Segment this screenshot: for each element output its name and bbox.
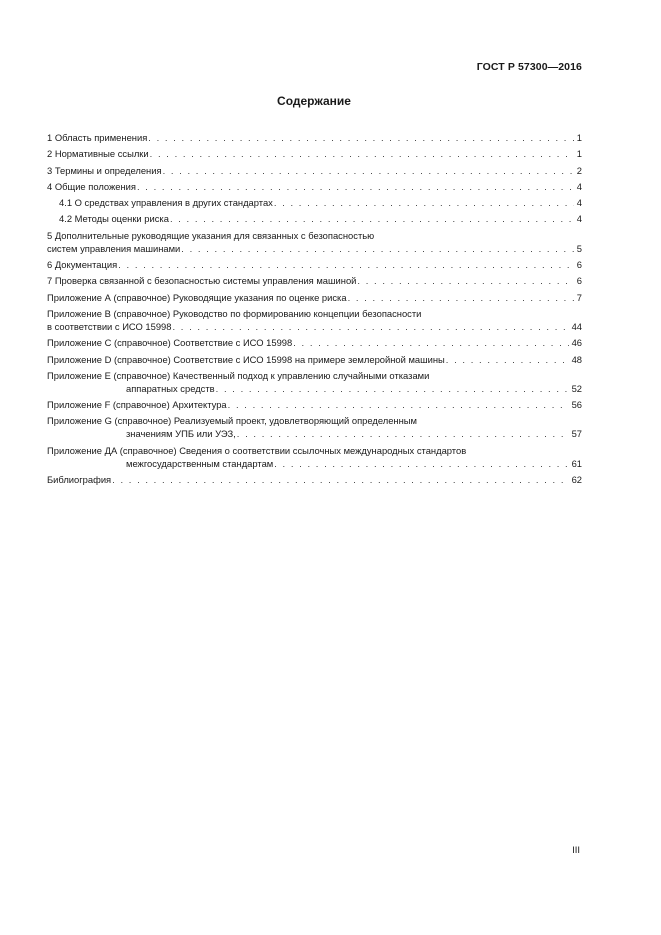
- toc-line: [47, 369, 582, 382]
- toc-entry-title: 4.2 Методы оценки риска: [59, 213, 169, 225]
- toc-line: [47, 473, 582, 486]
- toc-page-number: 57: [571, 428, 582, 440]
- toc-leader-dots: [237, 427, 569, 440]
- toc-leader-dots: [274, 457, 568, 470]
- toc-line: [47, 258, 582, 271]
- toc-leader-dots: [172, 320, 568, 333]
- toc-leader-dots: [181, 242, 573, 255]
- toc-leader-dots: [150, 147, 574, 160]
- page-title: Содержание: [277, 94, 351, 108]
- toc-leader-dots: [137, 180, 574, 193]
- toc-entry[interactable]: [47, 369, 582, 395]
- toc-line: [47, 457, 582, 470]
- toc-entry-title: 6 Документация: [47, 259, 118, 271]
- toc-line: [47, 427, 582, 440]
- toc-entry[interactable]: [47, 473, 582, 486]
- toc-page-number: 52: [571, 382, 582, 394]
- toc-line: [47, 196, 582, 209]
- toc-line: [47, 229, 582, 242]
- toc-entry[interactable]: [47, 398, 582, 411]
- toc-entry-title: Приложение F (справочное) Архитектура: [47, 399, 227, 411]
- toc-line: [47, 444, 582, 457]
- toc-page-number: 6: [576, 275, 582, 287]
- toc-leader-dots: [118, 258, 574, 271]
- toc-entry[interactable]: [47, 353, 582, 366]
- toc-entry[interactable]: [47, 131, 582, 144]
- toc-line: [47, 131, 582, 144]
- toc-entry-title: Приложение В (справочное) Руководство по формированию концепции безопасности: [47, 307, 422, 319]
- toc-entry-title: Приложение А (справочное) Руководящие указания по оценке риска: [47, 291, 347, 303]
- table-of-contents: [47, 131, 582, 489]
- toc-page-number: 61: [571, 457, 582, 469]
- toc-leader-dots: [170, 212, 574, 225]
- toc-line: [47, 164, 582, 177]
- toc-entry-title: 3 Термины и определения: [47, 164, 162, 176]
- toc-entry-title: 4.1 О средствах управления в других стандартах: [59, 197, 273, 209]
- toc-entry[interactable]: [47, 274, 582, 287]
- toc-entry[interactable]: [47, 291, 582, 304]
- toc-line: [47, 291, 582, 304]
- toc-entry[interactable]: [47, 180, 582, 193]
- toc-entry-title: 4 Общие положения: [47, 180, 136, 192]
- toc-entry[interactable]: [47, 229, 582, 255]
- toc-line: [47, 353, 582, 366]
- toc-entry-title: Приложение Е (справочное) Качественный подход к управлению случайными отказами: [47, 369, 430, 381]
- toc-page-number: 48: [571, 353, 582, 365]
- toc-entry-title: значениям УПБ или УЭЗ,: [126, 428, 236, 440]
- toc-entry[interactable]: [47, 196, 582, 209]
- toc-page-number: 6: [576, 259, 582, 271]
- toc-line: [47, 398, 582, 411]
- toc-entry[interactable]: [47, 307, 582, 333]
- toc-page-number: 4: [576, 197, 582, 209]
- toc-entry-title: в соответствии с ИСО 15998: [47, 320, 172, 332]
- toc-page-number: 1: [576, 148, 582, 160]
- toc-page-number: 5: [576, 242, 582, 254]
- toc-line: [47, 336, 582, 349]
- toc-entry-title: Приложение ДА (справочное) Сведения о соответствии ссылочных международных стандартов: [47, 444, 467, 456]
- toc-entry[interactable]: [47, 147, 582, 160]
- toc-entry[interactable]: [47, 212, 582, 225]
- toc-leader-dots: [112, 473, 568, 486]
- toc-page-number: 4: [576, 180, 582, 192]
- toc-entry[interactable]: [47, 336, 582, 349]
- toc-line: [47, 147, 582, 160]
- toc-entry[interactable]: [47, 258, 582, 271]
- toc-page-number: 7: [576, 291, 582, 303]
- toc-line: [47, 212, 582, 225]
- toc-entry[interactable]: [47, 414, 582, 440]
- toc-page-number: 1: [576, 132, 582, 143]
- toc-line: [47, 242, 582, 255]
- toc-leader-dots: [293, 336, 568, 349]
- toc-page-number: 2: [576, 164, 582, 176]
- toc-entry-title: систем управления машинами: [47, 242, 181, 254]
- toc-page-number: 44: [571, 320, 582, 332]
- toc-line: [47, 320, 582, 333]
- toc-line: [47, 307, 582, 320]
- toc-leader-dots: [348, 291, 574, 304]
- toc-entry-title: 7 Проверка связанной с безопасностью системы управления машиной: [47, 275, 357, 287]
- toc-leader-dots: [216, 382, 569, 395]
- toc-entry-title: Библиография: [47, 474, 112, 486]
- toc-page-number: 62: [571, 474, 582, 486]
- toc-entry-title: аппаратных средств: [126, 382, 215, 394]
- toc-page-number: 46: [571, 337, 582, 349]
- document-code: ГОСТ Р 57300—2016: [476, 61, 582, 73]
- toc-line: [47, 414, 582, 427]
- toc-page-number: 56: [571, 399, 582, 411]
- toc-entry[interactable]: [47, 164, 582, 177]
- toc-leader-dots: [163, 164, 574, 177]
- toc-leader-dots: [274, 196, 574, 209]
- toc-line: [47, 180, 582, 193]
- toc-entry-title: Приложение D (справочное) Соответствие с ИСО 15998 на примере землеройной машины: [47, 353, 445, 365]
- toc-entry-title: межгосударственным стандартам: [126, 457, 274, 469]
- toc-entry-title: Приложение С (справочное) Соответствие с ИСО 15998: [47, 337, 293, 349]
- toc-leader-dots: [148, 131, 573, 144]
- toc-entry[interactable]: [47, 444, 582, 470]
- toc-leader-dots: [357, 274, 573, 287]
- toc-leader-dots: [446, 353, 569, 366]
- toc-line: [47, 274, 582, 287]
- toc-page-number: 4: [576, 213, 582, 225]
- toc-leader-dots: [228, 398, 569, 411]
- toc-entry-title: Приложение G (справочное) Реализуемый проект, удовлетворяющий определенным: [47, 415, 417, 427]
- toc-entry-title: 2 Нормативные ссылки: [47, 148, 149, 160]
- toc-entry-title: 5 Дополнительные руководящие указания для связанных с безопасностью: [47, 229, 375, 241]
- page-number: III: [572, 845, 580, 856]
- toc-entry-title: 1 Область применения: [47, 132, 148, 143]
- toc-line: [47, 382, 582, 395]
